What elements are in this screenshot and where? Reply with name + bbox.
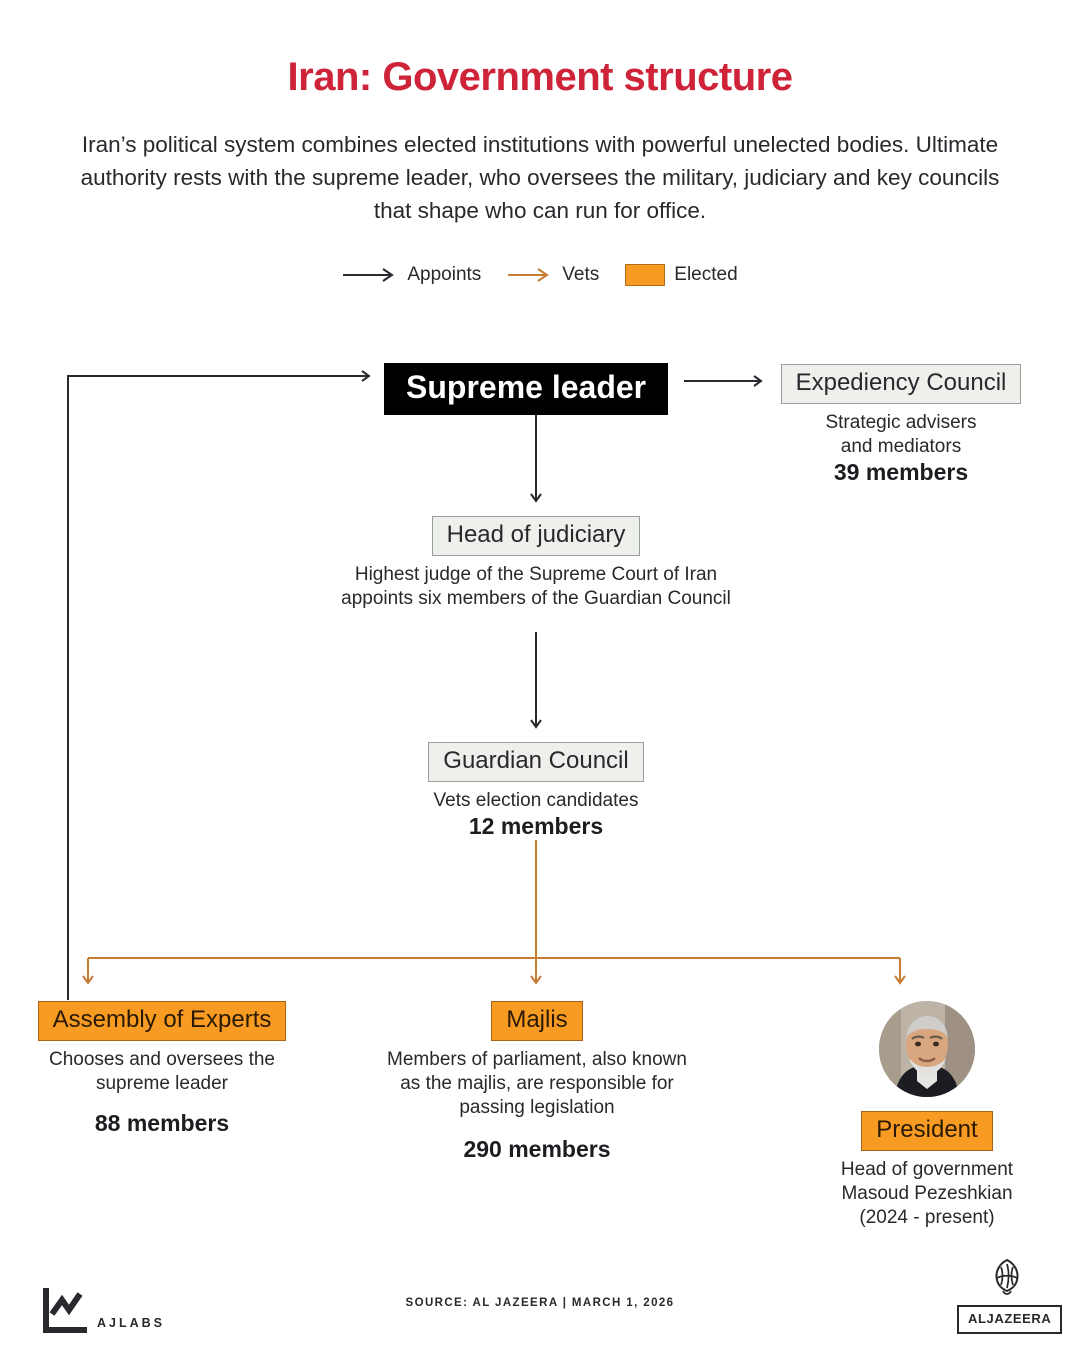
president-description-line3: (2024 - present) bbox=[859, 1206, 995, 1228]
majlis-label: Majlis bbox=[491, 1001, 582, 1041]
page-title: Iran: Government structure bbox=[287, 55, 793, 99]
majlis-members: 290 members bbox=[463, 1135, 611, 1162]
guardian-council-label: Guardian Council bbox=[428, 742, 643, 782]
assembly-of-experts-members: 88 members bbox=[94, 1109, 230, 1136]
ajlabs-wordmark: AJLABS bbox=[97, 1316, 166, 1330]
guardian-council-members: 12 members bbox=[468, 812, 604, 839]
expediency-council-label: Expediency Council bbox=[781, 364, 1022, 404]
node-majlis[interactable] bbox=[382, 1001, 692, 1163]
ajlabs-mark-icon bbox=[40, 1288, 92, 1336]
president-description-line1: Head of government bbox=[840, 1158, 1014, 1180]
assembly-of-experts-description: Chooses and oversees the supreme leader bbox=[48, 1048, 276, 1094]
legend-label-vets: Vets bbox=[562, 264, 600, 285]
expediency-council-members: 39 members bbox=[833, 458, 969, 485]
page-subtitle: Iran’s political system combines elected institutions with powerful unelected bodies. Ultimate authority rests with the supreme leader, who oversees the military, judiciary and key councils that shape who can run for office. bbox=[80, 132, 1000, 223]
aljazeera-calligraphy-icon bbox=[979, 1258, 1035, 1298]
node-assembly-of-experts[interactable] bbox=[12, 1001, 312, 1137]
president-description-line2: Masoud Pezeshkian bbox=[841, 1182, 1013, 1204]
node-guardian-council[interactable] bbox=[366, 742, 706, 840]
president-label: President bbox=[861, 1111, 992, 1151]
supreme-leader-label: Supreme leader bbox=[384, 363, 668, 415]
node-president[interactable] bbox=[782, 1001, 1072, 1230]
assembly-of-experts-label: Assembly of Experts bbox=[38, 1001, 287, 1041]
node-head-of-judiciary[interactable] bbox=[330, 516, 742, 611]
wire-assembly-to-supreme bbox=[68, 376, 368, 1000]
president-portrait-icon bbox=[879, 1001, 975, 1097]
ajlabs-logo bbox=[40, 1288, 165, 1336]
aljazeera-wordmark: ALJAZEERA bbox=[968, 1311, 1052, 1326]
expediency-council-description-line1: Strategic advisers bbox=[825, 411, 977, 433]
expediency-council-description bbox=[773, 411, 1029, 459]
legend-label-elected: Elected bbox=[674, 264, 738, 285]
majlis-description: Members of parliament, also known as the majlis, are responsible for passing legislation bbox=[387, 1048, 687, 1118]
aljazeera-wordmark-box bbox=[957, 1305, 1062, 1334]
source-credit: SOURCE: AL JAZEERA | MARCH 1, 2026 bbox=[405, 1297, 675, 1309]
aljazeera-logo bbox=[957, 1258, 1057, 1334]
expediency-council-description-line2: and mediators bbox=[840, 435, 962, 457]
guardian-council-description: Vets election candidates bbox=[433, 789, 639, 811]
head-of-judiciary-label: Head of judiciary bbox=[432, 516, 641, 556]
head-of-judiciary-description: Highest judge of the Supreme Court of Iran appoints six members of the Guardian Council bbox=[341, 563, 731, 609]
president-description bbox=[782, 1158, 1072, 1230]
node-supreme-leader[interactable] bbox=[384, 363, 668, 415]
president-avatar bbox=[879, 1001, 975, 1097]
legend-label-appoints: Appoints bbox=[407, 264, 482, 285]
node-expediency-council[interactable] bbox=[773, 364, 1029, 486]
